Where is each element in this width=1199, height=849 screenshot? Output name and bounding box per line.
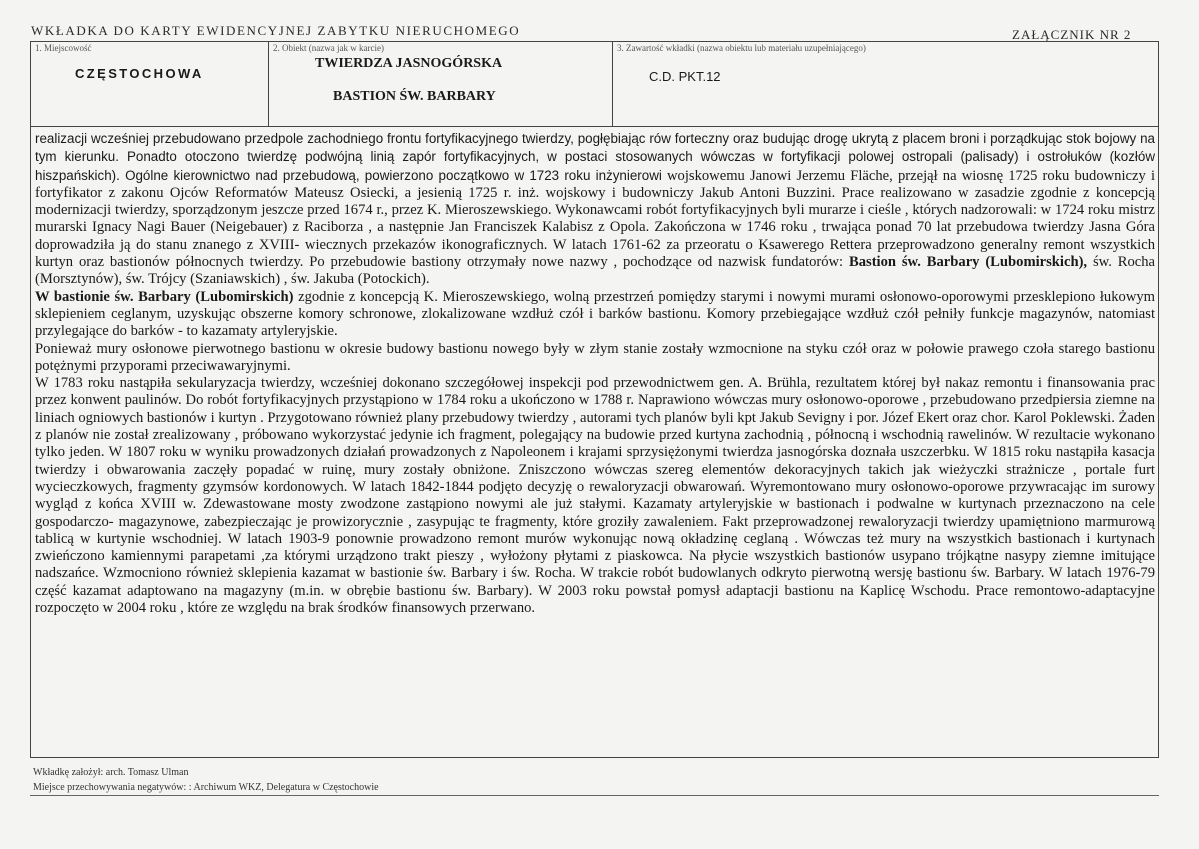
bastion-barbary-bold: Bastion św. Barbary (Lubomirskich),	[848, 254, 1088, 271]
paragraph-2-text: zgodnie z koncepcją K. Mieroszewskiego, wolną przestrzeń pomiędzy starymi i nowymi murami osłonowo-oporowymi przesklepiono łukowym sklepieniem ceglanym, uzyskując obszerne komory schronowe, zlokalizowane wzdłuż czół i barków bastionu. Komory przebiegające wzdłuż czół pełniły funkcje magazynów, natomiast przylegające do barków - to kazamaty artyleryjskie.	[35, 288, 1156, 340]
body-text	[35, 130, 1155, 617]
paragraph-2	[35, 289, 1155, 341]
header-fields-table	[30, 41, 1159, 127]
paragraph-1	[35, 130, 1155, 289]
storage-line	[33, 782, 379, 793]
locality-cell	[31, 42, 269, 126]
paragraph-4: W 1783 roku nastąpiła sekularyzacja twierdzy, wcześniej dokonano szczegółowej inspekcji pod przewodnictwem gen. A. Brühla, rezultatem której był nakaz remontu i finansowania prac przez konwent paulinów. Do robót fortyfikacyjnych przystąpiono w 1784 roku a ukończono w 1788 r. Naprawiono wówczas mury osłonowo-oporowe , przebudowano przedpiersia ziemne na liniach ogniowych bastionów i kurtyn . Przygotowano również plany przebudowy twierdzy , autorami tych planów byli kpt Jakub Sevigny i por. Józef Ekert oraz chor. Karol Poklewski. Żaden z planów nie został zrealizowany , próbowano wykorzystać jedynie ich fragment, polegający na budowie przed kurtyna zachodnią , północną i wschodnią rawelinów. W rezultacie wykonano tylko jeden. W 1807 roku w wyniku prowadzonych działań prowadzonych z Napoleonem i krajami sprzysiężonymi twierdza jasnogórska doznała uszczerbku. W 1815 roku nastąpiła kasacja twierdzy i obwarowania zaczęły popadać w ruinę, mury zostały obniżone. Zniszczono wówczas szereg elementów dekoracyjnych takich jak wieżyczki strażnicze , portale furt wycieczkowych, fragmenty gzymsów kordonowych. W latach 1842-1844 podjęto decyzję o rewaloryzacji obwarowań. Wyremontowano mury osłonowo-oporowe przywracając im surowy wygląd z końca XVIII w. Zdewastowane mosty zwodzone zastąpiono nowymi ale już stałymi. Kazamaty artyleryjskie w bastionach i podwalne w kurtynach przeznaczono na cele gospodarczo- magazynowe, zabezpieczając je prowizorycznie , zasypując te fragmenty, które groziły zawaleniem. Fakt przeprowadzonej rewaloryzacji twierdzy upamiętniono marmurową tablicą w kurtynie wschodniej. W latach 1903-9 ponownie prowadzono remont murów wykonując nową okładzinę ceglaną . Wówczas też mury na wszystkich bastionach i kurtynach zwieńczono kamiennymi parapetami ,za którymi urządzono trakt pieszy , wyłożony płytami z piaskowca. Na płycie wszystkich bastionów usypano trójkątne nasypy ziemne imitujące nadszańce. Wzmocniono również sklepienia kazamat w bastionie św. Barbary i św. Rocha. W trakcie robót budowlanych odkryto pierwotną wersję bastionu św. Barbary. W latach 1976-79 część kazamat adaptowano na magazyny (m.in. w obrębie bastionu św. Barbary). W 2003 roku powstał pomysł adaptacji bastionu na Kaplicę Wschodu. Prace remontowo-adaptacyjne rozpoczęto w 2004 roku , które ze względu na brak środków finansowych przerwano.	[35, 375, 1155, 617]
object-name: TWIERDZA JASNOGÓRSKA	[315, 56, 503, 71]
paragraph-3: Ponieważ mury osłonowe pierwotnego bastionu w okresie budowy bastionu nowego były w złym stanie zostały wzmocnione na styku czół oraz w połowie prawego czoła starego bastionu potężnymi przyporami przeciwawaryjnymi.	[35, 340, 1155, 374]
prepared-by-value: arch. Tomasz Ulman	[105, 767, 189, 778]
object-label: 2. Obiekt (nazwa jak w karcie)	[273, 43, 384, 53]
locality-label: 1. Miejscowość	[35, 43, 92, 53]
paragraph-1-end: św. Rocha (Morsztynów), św. Trójcy (Szaniawskich) , św. Jakuba (Potockich).	[35, 254, 1156, 288]
body-text-box	[30, 127, 1159, 758]
content-value: C.D. PKT.12	[649, 69, 721, 84]
object-subname: BASTION ŚW. BARBARY	[333, 89, 496, 104]
annex-number: ZAŁĄCZNIK NR 2	[1012, 27, 1132, 42]
paragraph-1-part-sans: realizacji wcześniej przebudowano przedpole zachodniego frontu fortyfikacyjnego twierdzy, pogłębiając rów forteczny oraz budując drogę ukrytą z placem broni i porządkując stok bojowy na tym kierunku. Ponadto otoczono twierdzę podwójną linią zapór fortyfikacyjnych, w postaci stosowanych wówczas w fortyfikacji polowej ostropali (palisady) i ostrołuków (kozłów hiszpańskich). Ogólne kierownictwo nad przebudową, powierzono początkowo w 1723 roku inżynierowi	[35, 131, 1155, 183]
paragraph-1-part-serif: wojskowemu Janowi Jerzemu Fläche, przejął na wiosnę 1725 roku budowniczy i fortyfikator z zakonu Ojców Reformatów Mateusz Osiecki, a jesienią 1725 r. inż. wojskowy i budowniczy Jakub Antoni Buzzini. Prace realizowano w zasadzie zgodnie z koncepcją modernizacji twierdzy, sporządzonym jeszcze przed 1674 r., przez K. Mieroszewskiego. Wykonawcami robót fortyfikacyjnych byli murarze i cieśle , których nadzorowali: w 1724 roku mistrz murarski Ignacy Nagi Bauer (Neigebauer) z Raciborza , a następnie Jan Franciszek Kalabisz z Opola. Zakończona w 1746 roku , trwająca ponad 70 lat przebudowa twierdzy Jasna Góra doprowadziła ją do stanu znanego z XVIII- wiecznych przekazów ikonograficznych. W latach 1761-62 za przeoratu o Ksawerego Rettera przeprowadzono generalny remont wszystkich kurtyn oraz bastionów północnych twierdzy. Po przebudowie bastiony otrzymały nowe nazwy , pochodzące od nazwisk fundatorów:	[35, 167, 1155, 271]
locality-value: CZĘSTOCHOWA	[75, 66, 204, 81]
storage-label: Miejsce przechowywania negatywów:	[33, 782, 187, 793]
object-cell	[269, 42, 613, 126]
document-title: WKŁADKA DO KARTY EWIDENCYJNEJ ZABYTKU NIERUCHOMEGO	[31, 23, 521, 38]
storage-value: : Archiwum WKZ, Delegatura w Częstochowie	[188, 782, 379, 793]
prepared-by-label: Wkładkę założył:	[33, 767, 104, 778]
paragraph-2-bold: W bastionie św. Barbary (Lubomirskich)	[35, 288, 294, 305]
prepared-by-line	[33, 767, 188, 778]
content-label: 3. Zawartość wkładki (nazwa obiektu lub materiału uzupełniającego)	[617, 43, 866, 53]
footer-divider	[30, 795, 1159, 796]
content-cell	[613, 42, 1158, 126]
